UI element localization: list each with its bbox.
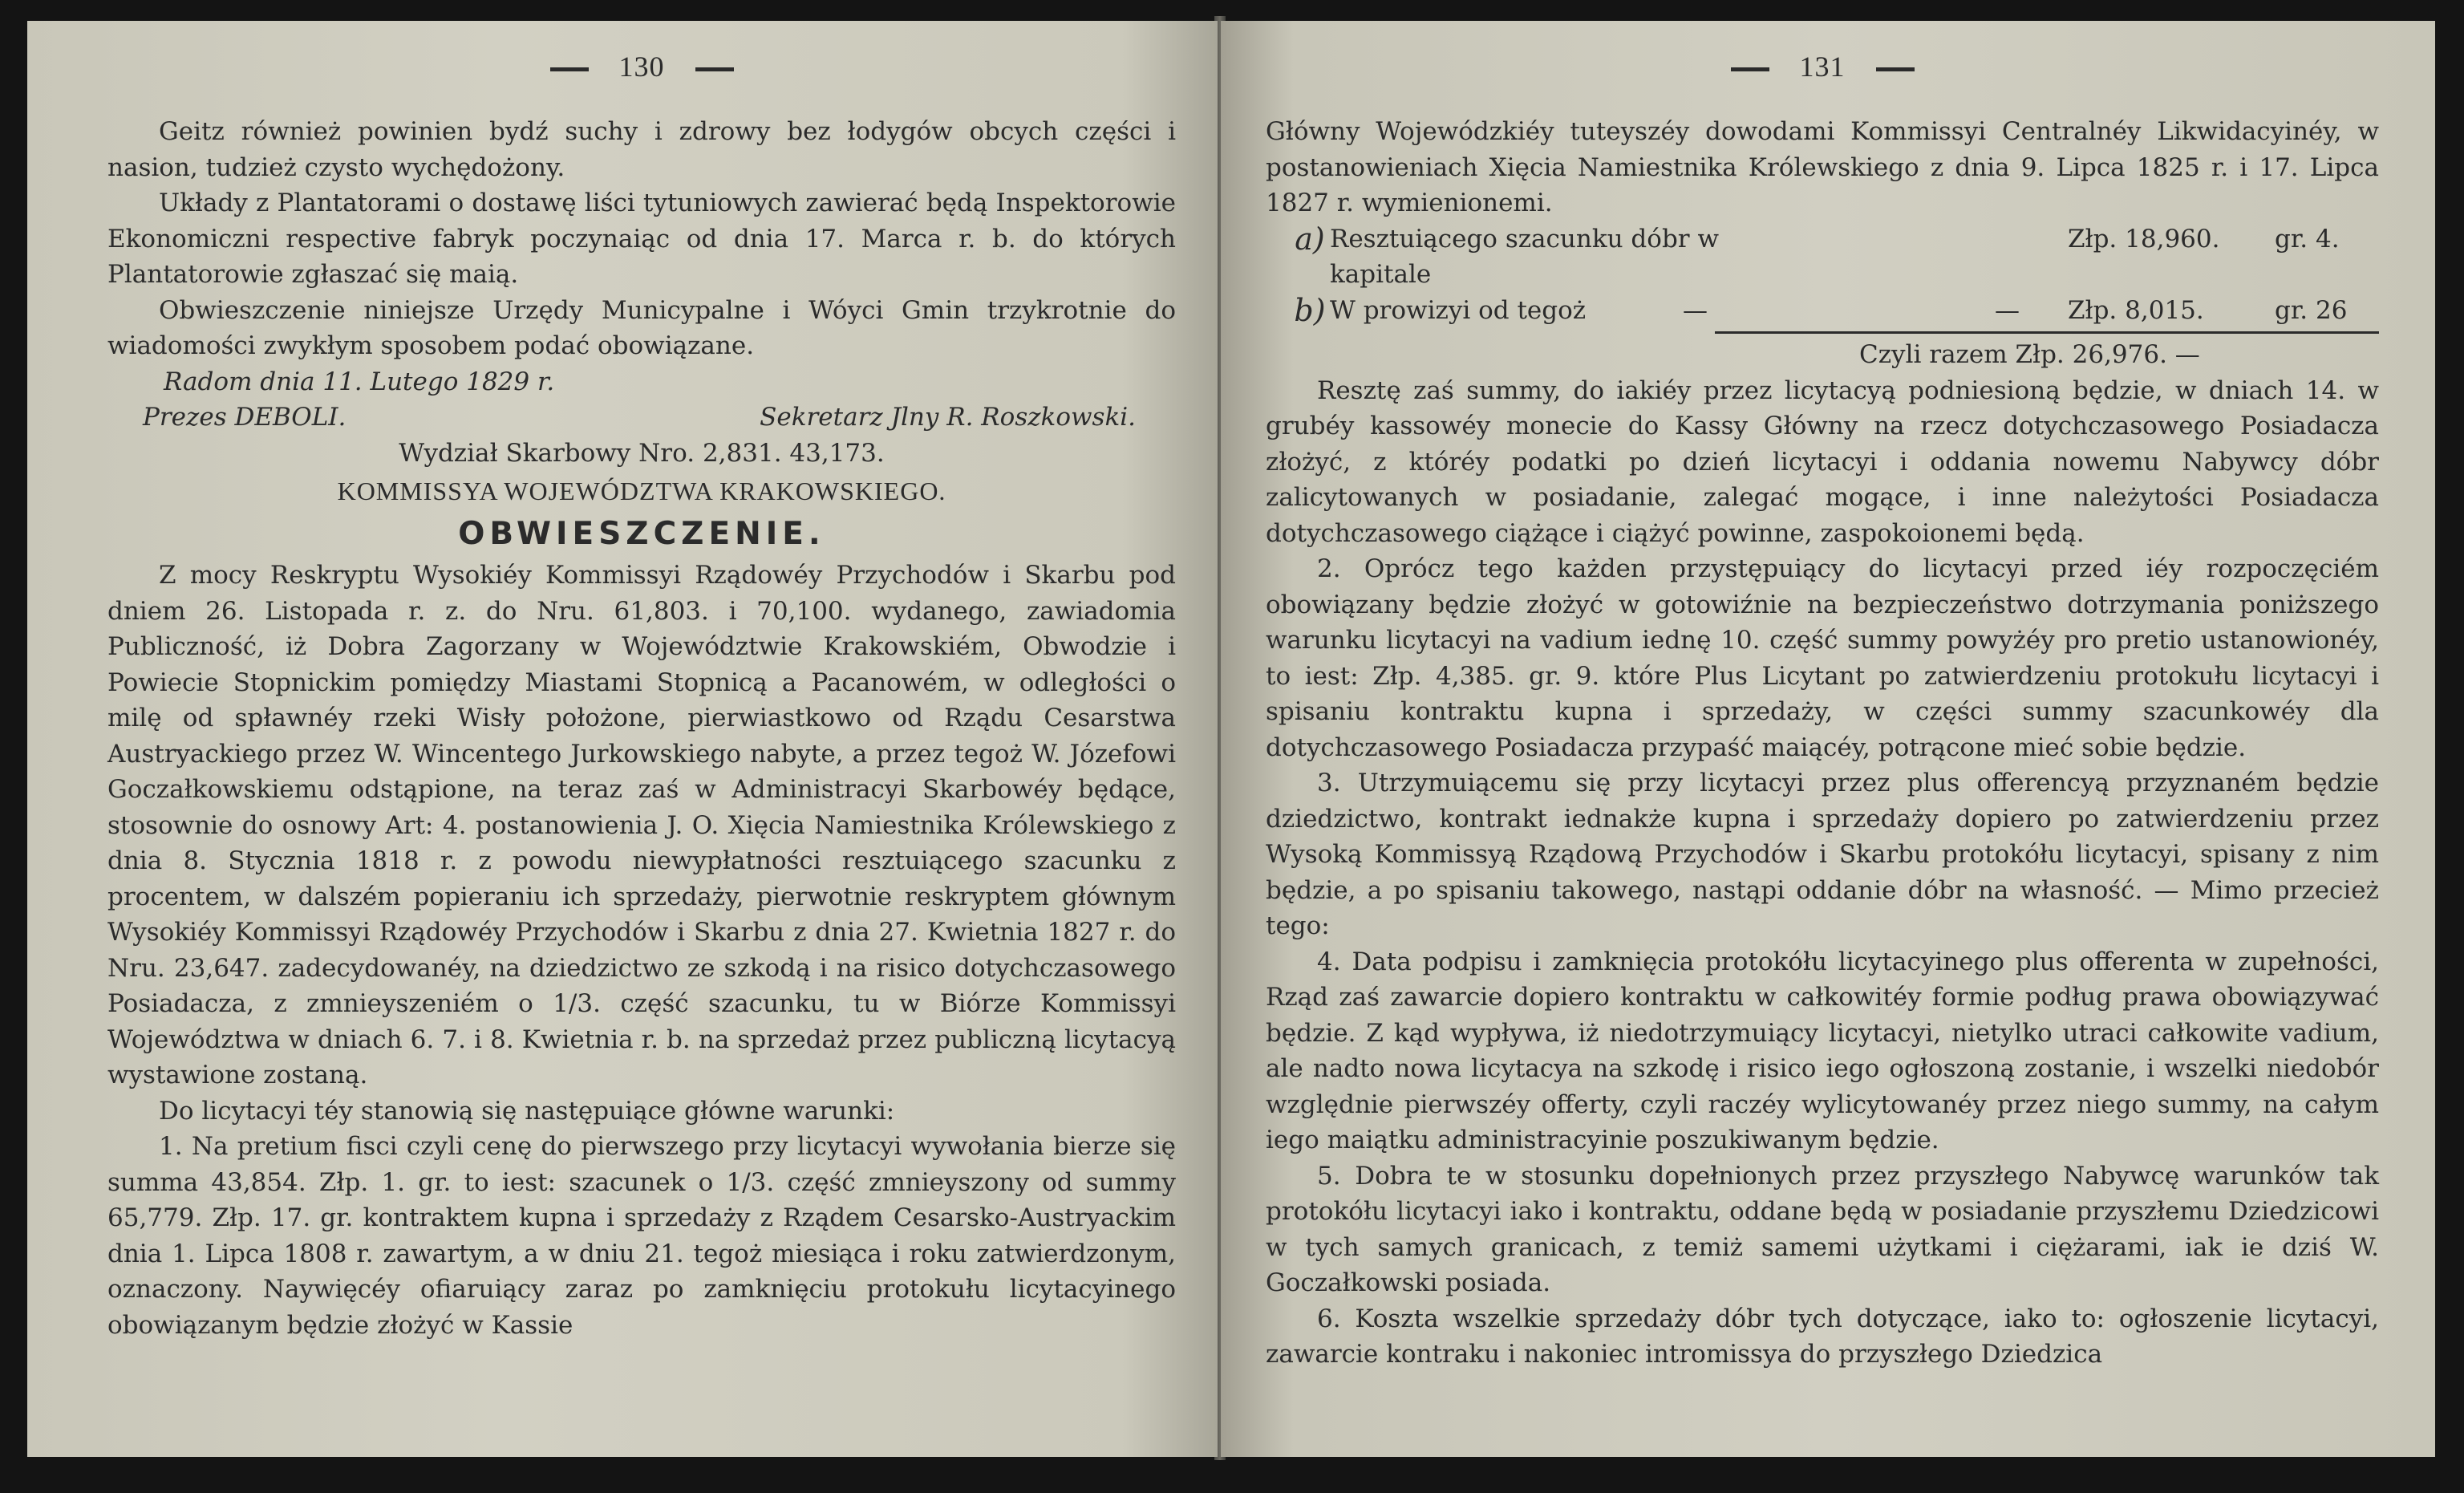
paragraph: Do licytacyi téy stanowią się następuiące główne warunki:	[159, 1096, 895, 1126]
sum-rule	[1715, 331, 2379, 334]
header-dash	[695, 67, 734, 71]
paragraph: Układy z Plantatorami o dostawę liści tytuniowych zawierać będą Inspektorowie Ekonomiczni respective fabryk poczynaiąc od dnia 17. Marca r. b. do których Plantatorowie zgłaszać się maią.	[107, 189, 1176, 289]
paragraph: Główny Wojewódzkiéy tuteyszéy dowodami Kommissyi Centralnéy Likwidacyinéy, w postanowieniach Xięcia Namiestnika Królewskiego z dnia 9. Lipca 1825 r. i 17. Lipca 1827 r. wymienionemi.	[1266, 117, 2379, 217]
sum-line: Czyli razem Złp. 26,976. —	[1859, 340, 2200, 369]
paragraph: 2. Oprócz tego każden przystępuiący do licytacyi przed iéy rozpoczęciém obowiązany będzie złożyć w gotowiźnie na bezpieczeństwo dotrzymania poniższego warunku licytacyi na vadium iednę 10. część summy powyżéy pro pretio ustanowionéy, to iest: Złp. 4,385. gr. 9. które Plus Licytant po zatwierdzeniu protokułu licytacyi i spisaniu kontraktu kupna i sprzedaży, w części summy szacunkowéy dla dotychczasowego Posiadacza przypaść maiącéy, potrącone mieć sobie będzie.	[1266, 554, 2379, 762]
signatures	[107, 400, 1176, 436]
paragraph: Resztę zaś summy, do iakiéy przez licytacyą podniesioną będzie, w dniach 14. w grubéy kassowéy monecie do Kassy Główny na rzecz dotychczasowego Posiadacza złożyć, z któréy podatki po dzień licytacyi i oddania nowemu Nabywcy dóbr zalicytowanych w posiadanie, zalegać mogące, i inne należytości Posiadacza dotychczasowego ciążące i ciążyć powinne, zaspokoionemi będą.	[1266, 375, 2379, 548]
page-number: 130	[618, 51, 665, 83]
dash: —	[1995, 295, 2020, 325]
item-gr: gr. 4.	[2275, 224, 2340, 254]
paragraph: 6. Koszta wszelkie sprzedaży dóbr tych dotyczące, iako to: ogłoszenie licytacyi, zawarcie kontraku i nakoniec intromissya do przyszłego Dziedzica	[1266, 1304, 2379, 1369]
right-page	[1221, 21, 2435, 1457]
item-label: W prowizyi od tegoż	[1330, 295, 1587, 325]
date-line: Radom dnia 11. Lutego 1829 r.	[164, 367, 555, 396]
item-spacer	[1827, 221, 2068, 293]
paragraph: 3. Utrzymuiącemu się przy licytacyi przez plus offerencyą przyznaném będzie dziedzictwo, kontrakt iednakże kupna i sprzedaży dopiero po zatwierdzeniu przez Wysoką Kommissyą Rządową Przychodów i Skarbu protokółu licytacyi, spisany z nim będzie, a po spisaniu takowego, nastąpi oddanie dóbr na własność. — Mimo przecież tego:	[1266, 769, 2379, 940]
paragraph: 5. Dobra te w stosunku dopełnionych przez przyszłego Nabywcę warunków tak protokółu licytacyi iako i kontraktu, oddane będą w posiadanie przyszłemu Dziedzicowi w tych samych granicach, z temiż samemi użytkami i ciężarami, iak ie dziś W. Goczałkowski posiada.	[1266, 1161, 2379, 1297]
item-zl: Złp. 8,015.	[2068, 295, 2204, 325]
item-dashes	[1683, 293, 2068, 329]
item-label: Resztuiącego szacunku dóbr w kapitale	[1330, 224, 1719, 289]
page-header-right	[1266, 50, 2379, 85]
item-gr: gr. 26	[2275, 295, 2348, 325]
paragraph: Obwieszczenie niniejsze Urzędy Municypalne i Wóyci Gmin trzykrotnie do wiadomości zwykłym sposobem podać obowiązane.	[107, 295, 1176, 360]
left-page	[27, 21, 1218, 1457]
amount-row-a	[1266, 221, 2379, 293]
page-number: 131	[1799, 51, 1846, 83]
header-dash	[1731, 67, 1769, 71]
amount-row-b	[1266, 293, 2379, 329]
paragraph: 4. Data podpisu i zamknięcia protokółu licytacyinego plus offerenta w zupełności, Rząd zaś zawarcie dopiero kontraktu w całkowitéy formie podług prawa obowiązywać będzie. Z kąd wypływa, iż niedotrzymuiący licytacyi, nietylko utraci całkowite vadium, ale nadto nowa licytacya na szkodę i risico iego ogłoszoną zostanie, i wszelki niedobór względnie pierwszéy offerty, czyli raczéy wylicytowanéy przez niego summy, na całym iego maiątku administracyinie poszukiwanym będzie.	[1266, 947, 2379, 1154]
paragraph: 1. Na pretium fisci czyli cenę do pierwszego przy licytacyi wywołania bierze się summa 43,854. Złp. 1. gr. to iest: szacunek o 1/3. część zmnieyszony od summy 65,779. Złp. 17. gr. kontraktem kupna i sprzedaży z Rządem Cesarsko-Austryackim dnia 1. Lipca 1808 r. zawartym, a w dniu 21. tegoż miesiąca i roku zatwierdzonym, oznaczony. Naywięcéy ofiaruiący zaraz po zamknięciu protokułu licytacyinego obowiązanym będzie złożyć w Kassie	[107, 1132, 1176, 1340]
paragraph: Geitz również powinien bydź suchy i zdrowy bez łodygów obcych części i nasion, tudzież czysto wychędożony.	[107, 117, 1176, 182]
item-zl: Złp. 18,960.	[2068, 224, 2220, 254]
notice-title: OBWIESZCZENIE.	[458, 516, 825, 552]
commission-heading: KOMMISSYA WOJEWÓDZTWA KRAKOWSKIEGO.	[337, 477, 946, 505]
header-dash	[1876, 67, 1915, 71]
item-letter: a)	[1295, 221, 1325, 257]
signature-president: Prezes DEBOLI.	[143, 403, 346, 432]
page-header-left	[107, 50, 1176, 85]
paragraph: Z mocy Reskryptu Wysokiéy Kommissyi Rządowéy Przychodów i Skarbu pod dniem 26. Listopada r. z. do Nru. 61,803. i 70,100. wydanego, zawiadomia Publiczność, iż Dobra Zagorzany w Województwie Krakowskiém, Obwodzie i Powiecie Stopnickim pomiędzy Miastami Stopnicą a Pacanowém, w odległości o milę od spławnéy rzeki Wisły położone, pierwiastkowo od Rządu Cesarstwa Austryackiego przez W. Wincentego Jurkowskiego nabyte, a przez tegoż W. Józefowi Goczałkowskiemu odstąpione, na teraz zaś w Administracyi Skarbowéy będące, stosownie do osnowy Art: 4. postanowienia J. O. Xięcia Namiestnika Królewskiego z dnia 8. Stycznia 1818 r. z powodu niewypłatności resztuiącego szacunku z procentem, w dalszém popieraniu ich sprzedaży, pierwotnie reskryptem głównym Wysokiéy Kommissyi Rządowéy Przychodów i Skarbu z dnia 27. Kwietnia 1827 r. do Nru. 23,647. zadecydowanéy, na dziedzictwo ze szkodą i na risico dotychczasowego Posiadacza, z zmnieyszeniém o 1/3. część szacunku, tu w Biórze Kommissyi Województwa w dniach 6. 7. i 8. Kwietnia r. b. na sprzedaż przez publiczną licytacyą wystawione zostaną.	[107, 561, 1176, 1089]
signature-secretary: Sekretarz Jlny R. Roszkowski.	[760, 403, 1136, 432]
item-letter: b)	[1294, 292, 1326, 328]
header-dash	[550, 67, 589, 71]
dash: —	[1683, 295, 1708, 325]
reference-number: Wydział Skarbowy Nro. 2,831. 43,173.	[399, 438, 885, 468]
